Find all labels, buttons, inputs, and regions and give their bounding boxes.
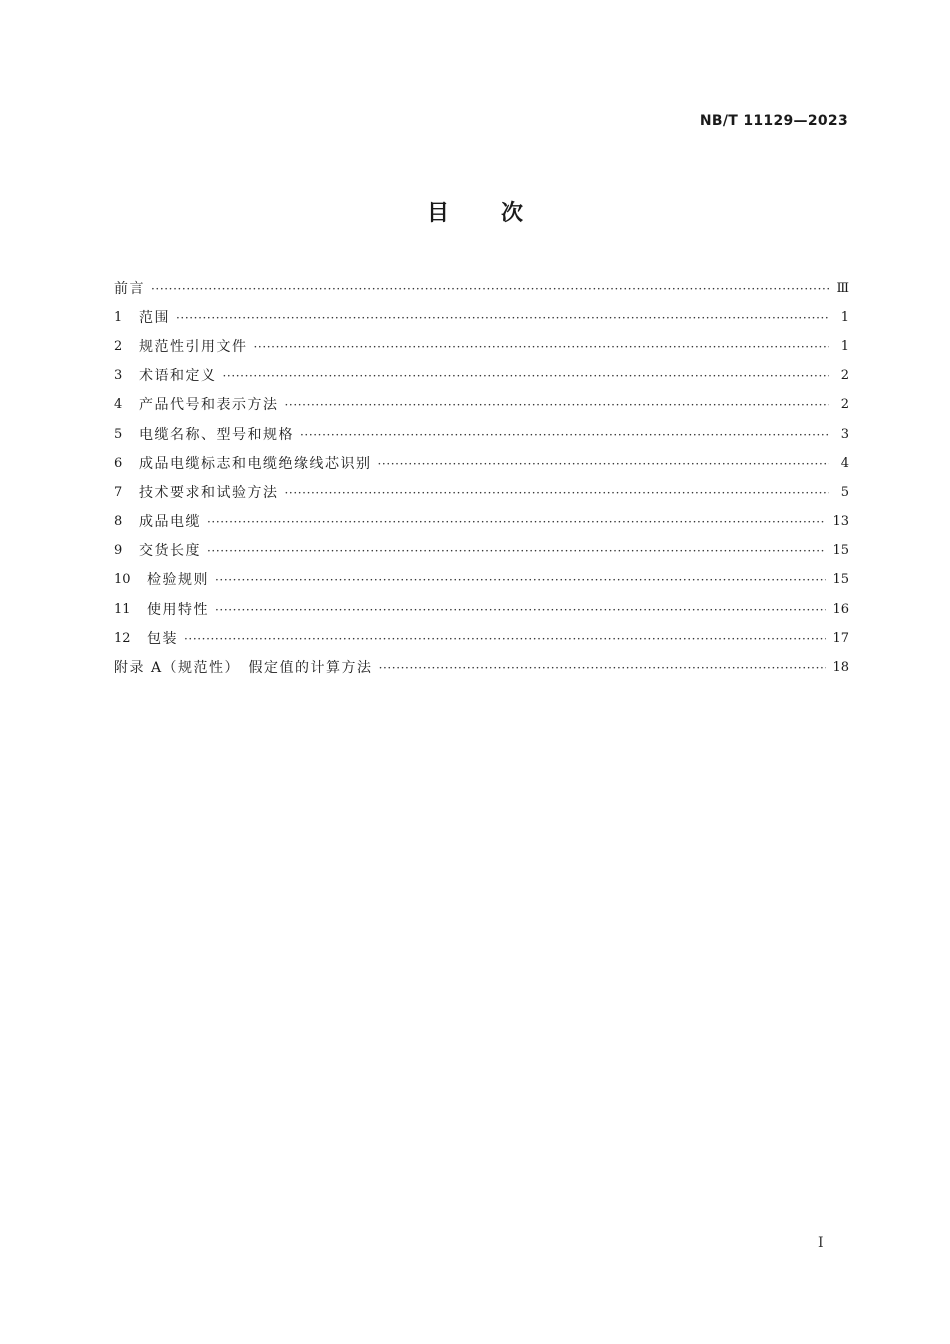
toc-entry-label: 术语和定义 bbox=[139, 368, 217, 385]
toc-entry-number: 5 bbox=[114, 426, 123, 442]
toc-entry-number: 4 bbox=[114, 397, 123, 413]
toc-entry-label: 包装 bbox=[147, 630, 178, 647]
toc-entry-6[interactable] bbox=[114, 449, 849, 478]
toc-entry-number: 9 bbox=[114, 543, 123, 559]
toc-entry-number: 10 bbox=[114, 572, 131, 588]
toc-entry-12[interactable] bbox=[114, 624, 849, 653]
toc-entry-page: 15 bbox=[832, 543, 849, 559]
standard-code: NB/T 11129—2023 bbox=[699, 113, 848, 129]
toc-leader-dots bbox=[300, 425, 829, 445]
toc-title-char-1: 目 bbox=[426, 201, 449, 226]
toc-entry-label: 范围 bbox=[139, 309, 170, 326]
toc-entry-page: 5 bbox=[840, 484, 849, 500]
toc-entry-appendix-a[interactable] bbox=[114, 653, 849, 682]
toc-entry-number: 7 bbox=[114, 484, 123, 500]
toc-entry-label: 前言 bbox=[114, 280, 145, 297]
toc-entry-label: 技术要求和试验方法 bbox=[139, 484, 279, 501]
toc-entry-number: 1 bbox=[114, 309, 123, 325]
toc-entry-number: 11 bbox=[114, 601, 131, 617]
toc-leader-dots bbox=[151, 279, 829, 299]
toc-entry-page: 15 bbox=[832, 572, 849, 588]
toc-entry-5[interactable] bbox=[114, 420, 849, 449]
toc-leader-dots bbox=[285, 483, 830, 503]
toc-title bbox=[0, 196, 950, 227]
toc-entry-10[interactable] bbox=[114, 566, 849, 595]
toc-entry-label: 成品电缆标志和电缆绝缘线芯识别 bbox=[139, 455, 372, 472]
toc-entry-number: 12 bbox=[114, 630, 131, 646]
toc-entry-page: 18 bbox=[832, 660, 849, 676]
toc-entry-page: 2 bbox=[840, 368, 849, 384]
toc-entry-label: 附录 A（规范性） 假定值的计算方法 bbox=[114, 660, 373, 677]
table-of-contents bbox=[114, 274, 849, 683]
toc-entry-page: Ⅲ bbox=[836, 280, 849, 296]
toc-entry-page: 4 bbox=[840, 455, 849, 471]
toc-entry-9[interactable] bbox=[114, 537, 849, 566]
toc-entry-page: 2 bbox=[840, 397, 849, 413]
toc-leader-dots bbox=[285, 395, 830, 415]
toc-entry-label: 产品代号和表示方法 bbox=[139, 397, 279, 414]
toc-entry-8[interactable] bbox=[114, 508, 849, 537]
toc-entry-2[interactable] bbox=[114, 332, 849, 361]
toc-entry-number: 3 bbox=[114, 368, 123, 384]
toc-entry-11[interactable] bbox=[114, 595, 849, 624]
toc-leader-dots bbox=[223, 366, 830, 386]
toc-entry-page: 13 bbox=[832, 514, 849, 530]
toc-leader-dots bbox=[215, 570, 826, 590]
toc-entry-label: 使用特性 bbox=[147, 601, 209, 618]
toc-entry-7[interactable] bbox=[114, 478, 849, 507]
toc-entry-label: 检验规则 bbox=[147, 572, 209, 589]
toc-entry-page: 1 bbox=[840, 309, 849, 325]
toc-entry-page: 16 bbox=[832, 601, 849, 617]
toc-entry-4[interactable] bbox=[114, 391, 849, 420]
toc-leader-dots bbox=[254, 337, 830, 357]
toc-leader-dots bbox=[207, 512, 826, 532]
toc-entry-page: 17 bbox=[832, 630, 849, 646]
toc-entry-number: 6 bbox=[114, 455, 123, 471]
toc-entry-page: 1 bbox=[840, 338, 849, 354]
toc-entry-number: 8 bbox=[114, 514, 123, 530]
toc-leader-dots bbox=[378, 454, 830, 474]
toc-entry-label: 交货长度 bbox=[139, 543, 201, 560]
toc-entry-1[interactable] bbox=[114, 303, 849, 332]
toc-leader-dots bbox=[215, 600, 826, 620]
toc-title-char-2: 次 bbox=[501, 201, 524, 226]
toc-entry-preface[interactable] bbox=[114, 274, 849, 303]
toc-leader-dots bbox=[184, 629, 826, 649]
toc-leader-dots bbox=[176, 308, 829, 328]
toc-entry-label: 成品电缆 bbox=[139, 514, 201, 531]
page-number: I bbox=[818, 1235, 824, 1251]
toc-entry-3[interactable] bbox=[114, 362, 849, 391]
toc-leader-dots bbox=[379, 658, 827, 678]
toc-entry-page: 3 bbox=[840, 426, 849, 442]
toc-entry-number: 2 bbox=[114, 338, 123, 354]
toc-entry-label: 规范性引用文件 bbox=[139, 338, 248, 355]
toc-entry-label: 电缆名称、型号和规格 bbox=[139, 426, 294, 443]
toc-leader-dots bbox=[207, 541, 826, 561]
